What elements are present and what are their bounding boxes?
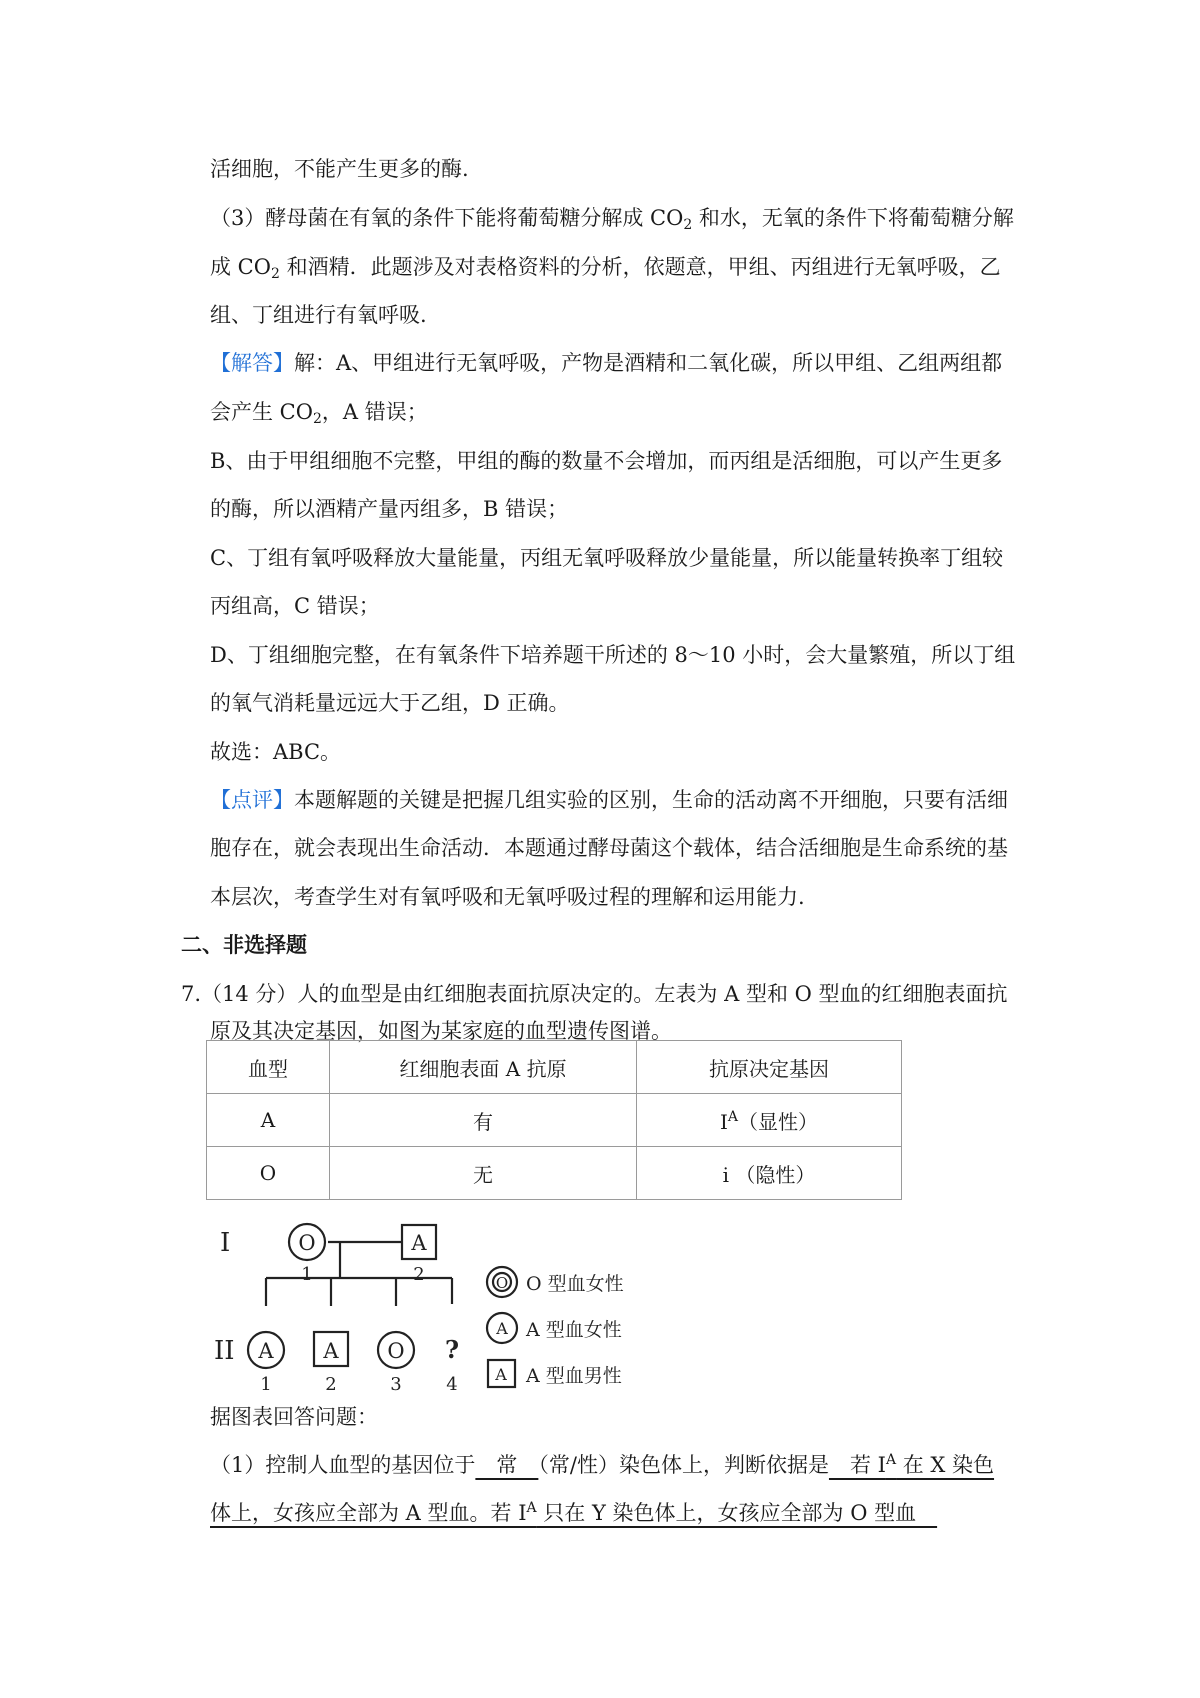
legend-label: A 型血女性 (526, 1319, 622, 1341)
svg-text:4: 4 (446, 1374, 458, 1394)
unknown-child: ? (444, 1335, 460, 1364)
table-cell: O (207, 1147, 330, 1200)
svg-text:O: O (298, 1231, 316, 1255)
table-header-cell: 抗原决定基因 (637, 1041, 902, 1094)
text-line: B、由于甲组细胞不完整，甲组的酶的数量不会增加，而丙组是活细胞，可以产生更多 (210, 449, 1003, 473)
text-line: 本层次，考查学生对有氧呼吸和无氧呼吸过程的理解和运用能力. (210, 885, 805, 909)
text-line: 组、丁组进行有氧呼吸. (210, 303, 427, 327)
text-line: （3）酵母菌在有氧的条件下能将葡萄糖分解成 $CO_2$ 和水，无氧的条件下将葡萄糖分解 (210, 206, 1014, 233)
table-row (207, 1147, 902, 1200)
table-cell: $I^A$（显性） (637, 1094, 902, 1147)
svg-text:A: A (411, 1231, 427, 1255)
text-line: 胞存在，就会表现出生命活动．本题通过酵母菌这个载体，结合活细胞是生命系统的基 (210, 836, 1008, 860)
text-line: 的氧气消耗量远远大于乙组，D 正确。 (210, 691, 570, 715)
comment-line: 【点评】本题解题的关键是把握几组实验的区别，生命的活动离不开细胞，只要有活细 (210, 788, 1008, 812)
svg-text:A: A (495, 1365, 507, 1384)
generation-label: I (220, 1228, 231, 1258)
svg-text:O: O (387, 1339, 405, 1363)
svg-text:1: 1 (260, 1374, 272, 1394)
comment-tag: 【点评】 (210, 788, 294, 812)
legend-label: A 型血男性 (526, 1365, 622, 1387)
svg-text:O: O (495, 1274, 509, 1292)
answer-blank: 常 (475, 1453, 539, 1477)
section-heading: 二、非选择题 (181, 932, 307, 957)
table-header-cell: 红细胞表面 A 抗原 (330, 1041, 637, 1094)
question-line: （1）控制人血型的基因位于 常 （常/性）染色体上，判断依据是 若 $I^A$ 在 X 染色 (210, 1452, 995, 1477)
table-cell: i （隐性） (637, 1147, 902, 1200)
legend-label: O 型血女性 (526, 1273, 624, 1295)
text-line: 丙组高，C 错误； (210, 594, 380, 618)
answer-line: 【解答】解：A、甲组进行无氧呼吸，产物是酒精和二氧化碳，所以甲组、乙组两组都 (210, 351, 1003, 375)
answer-blank: 若 $I^A$ 在 X 染色 (828, 1452, 995, 1477)
blood-type-table (206, 1040, 902, 1200)
table-header-cell: 血型 (207, 1041, 330, 1094)
text-line: 的酶，所以酒精产量丙组多，B 错误； (210, 497, 569, 521)
table-cell: A (207, 1094, 330, 1147)
text-line: 会产生 $CO_2$，A 错误； (210, 400, 428, 427)
question-7-line: 7.（14 分）人的血型是由红细胞表面抗原决定的。左表为 A 型和 O 型血的红细胞表面抗 (181, 982, 1008, 1006)
table-row (207, 1094, 902, 1147)
svg-text:1: 1 (301, 1264, 313, 1285)
svg-text:A: A (496, 1319, 508, 1338)
question-line (210, 1498, 937, 1528)
text-line: C、丁组有氧呼吸释放大量能量，丙组无氧呼吸释放少量能量，所以能量转换率丁组较 (210, 546, 1004, 570)
generation-label: II (214, 1336, 235, 1366)
answer-blank: 体上，女孩应全部为 A 型血。若 $I^A$ 只在 Y 染色体上，女孩应全部为 O 型血 (210, 1500, 938, 1525)
text-line: 据图表回答问题： (210, 1405, 378, 1429)
text-line: D、丁组细胞完整，在有氧条件下培养题干所述的 8～10 小时，会大量繁殖，所以丁组 (210, 643, 1016, 667)
text-line: 成 $CO_2$ 和酒精．此题涉及对表格资料的分析，依题意，甲组、丙组进行无氧呼吸，乙 (210, 255, 1001, 282)
text-line: 活细胞，不能产生更多的酶. (210, 157, 469, 181)
table-cell: 有 (330, 1094, 637, 1147)
answer-tag: 【解答】 (210, 351, 294, 375)
svg-text:A: A (258, 1339, 274, 1363)
svg-text:3: 3 (390, 1374, 402, 1394)
svg-text:2: 2 (325, 1374, 337, 1394)
svg-text:A: A (323, 1339, 339, 1363)
question-7-line: 原及其决定基因，如图为某家庭的血型遗传图谱。 (210, 1019, 672, 1043)
table-header-row (207, 1041, 902, 1094)
table-cell: 无 (330, 1147, 637, 1200)
pedigree-chart (206, 1214, 676, 1394)
text-line: 故选：ABC。 (210, 740, 342, 764)
svg-text:2: 2 (413, 1264, 425, 1285)
